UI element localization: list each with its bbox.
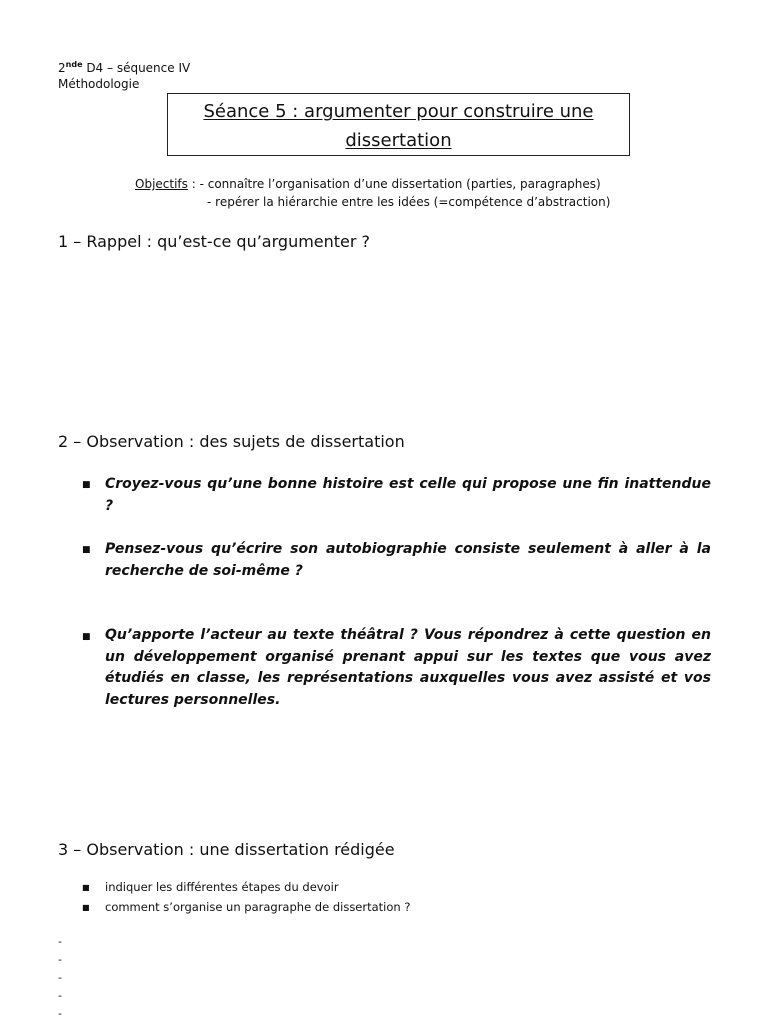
bullet-icon: ■	[82, 883, 90, 892]
class-superscript: nde	[65, 60, 83, 69]
subject-label: Méthodologie	[58, 77, 140, 91]
section-3-heading: 3 – Observation : une dissertation rédigée	[58, 840, 395, 859]
objectives-line-1	[135, 175, 601, 193]
bullet-icon: ■	[82, 545, 91, 555]
question-3: Qu’apporte l’acteur au texte théâtral ? Vous répondrez à cette question en un développement organisé prenant appui sur les textes que vous avez étudiés en classe, les représentations auxquelles vous avez assisté et vos lectures personnelles.	[105, 627, 711, 708]
class-sequence-line	[58, 61, 190, 76]
dash-marker: -	[58, 971, 62, 984]
dash-marker: -	[58, 935, 62, 948]
question-1: Croyez-vous qu’une bonne histoire est celle qui propose une fin inattendue ?	[105, 476, 711, 514]
objectives-label: Objectifs	[135, 177, 188, 191]
dash-marker: -	[58, 953, 62, 966]
title-line-1: Séance 5 : argumenter pour construire une	[203, 101, 594, 122]
task-1: indiquer les différentes étapes du devoir	[105, 880, 339, 894]
objectives-line-2: - repérer la hiérarchie entre les idées (=compétence d’abstraction)	[207, 195, 611, 209]
dash-marker: -	[58, 989, 62, 1002]
dash-marker: -	[58, 1007, 62, 1020]
class-prefix: 2	[58, 61, 66, 75]
bullet-icon: ■	[82, 480, 91, 490]
section-2-heading: 2 – Observation : des sujets de dissertation	[58, 432, 405, 451]
question-2: Pensez-vous qu’écrire son autobiographie consiste seulement à aller à la recherche de soi-même ?	[105, 541, 711, 579]
title-line-2: dissertation	[345, 130, 452, 151]
title-box	[167, 93, 630, 156]
task-2: comment s’organise un paragraphe de dissertation ?	[105, 900, 411, 914]
bullet-icon: ■	[82, 903, 90, 912]
class-suffix: D4 – séquence IV	[82, 61, 191, 75]
section-1-heading: 1 – Rappel : qu’est-ce qu’argumenter ?	[58, 232, 371, 251]
bullet-icon: ■	[82, 632, 91, 642]
objectives-text-1: : - connaître l’organisation d’une dissertation (parties, paragraphes)	[187, 177, 601, 191]
